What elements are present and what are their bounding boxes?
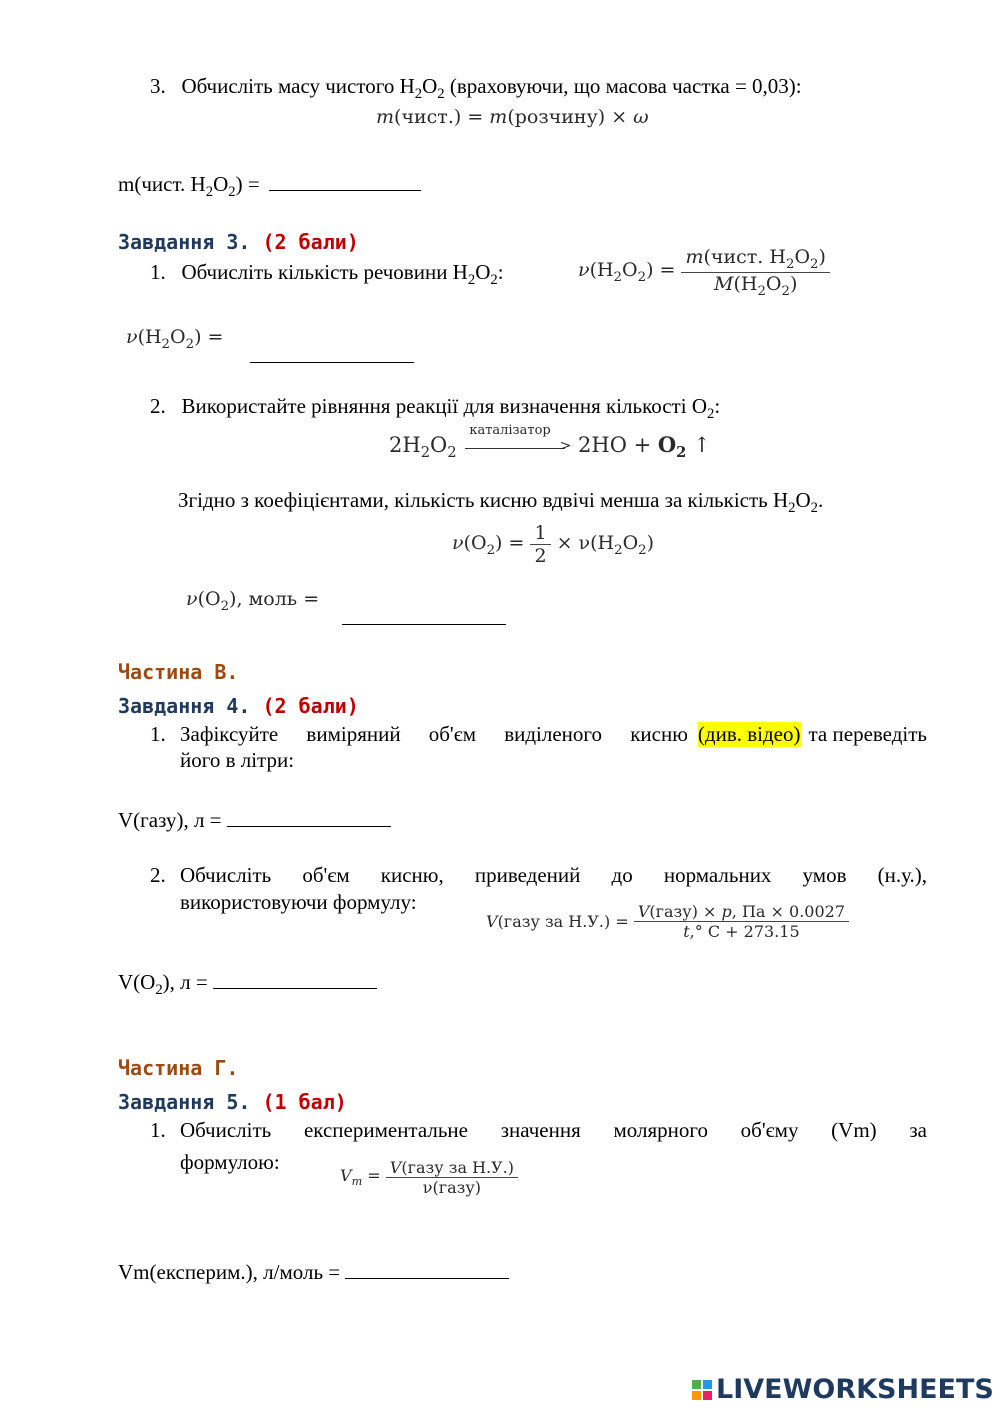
formula-var: V <box>389 1158 402 1177</box>
task3-heading <box>118 230 359 254</box>
formula-num-end: ) <box>818 246 826 268</box>
formula-var: V <box>637 902 650 921</box>
reaction-right-rest: O + <box>609 433 658 457</box>
reaction-o2: O <box>657 432 677 457</box>
formula-num-end: , Па × 0.0027 <box>731 902 845 921</box>
fraction: $\frac{m(чист. H_2O_2)}{M(H_2O_2)}$ <box>681 246 829 299</box>
task3-item1: 1. Обчисліть кількість речовини $H_2O_2$: <box>150 260 504 289</box>
task4-item2-number: 2. <box>150 863 166 887</box>
arrow-up-icon: ↑ <box>693 433 711 457</box>
item-text-end: (враховуючи, що масова частка = 0,03): <box>444 74 802 98</box>
word: кисню <box>630 722 688 746</box>
liveworksheets-logo <box>692 1374 994 1405</box>
answer-label-end: ), моль = <box>229 588 320 610</box>
o2-formula: $\nu(O_2)$ = $\frac{1}{2}$ × $\nu(H_2O_2)$ <box>452 522 655 567</box>
formula-lhs-end: ) = <box>495 531 525 554</box>
answer-label: Vm(експерим.), л/моль = <box>118 1260 341 1284</box>
item-text-end: : <box>497 260 504 284</box>
part-v-heading: Частина В. <box>118 660 239 684</box>
formula-den-rest: ,° C + 273.15 <box>689 922 800 941</box>
subscript: 2 <box>447 444 457 462</box>
item-text: Використайте рівняння реакції для визначення кількості O <box>181 394 707 418</box>
equals: = <box>367 1166 381 1186</box>
mass-formula <box>376 106 649 128</box>
formula-var: V <box>340 1166 352 1186</box>
task-title: Завдання 3. <box>118 230 251 254</box>
answer-label: m(чист. H <box>118 172 206 196</box>
logo-text: LIVEWORKSHEETS <box>716 1374 994 1405</box>
subscript: 2 <box>788 500 796 517</box>
video-link[interactable]: (див. відео) <box>697 722 801 746</box>
task-points: (1 бал) <box>262 1090 347 1114</box>
formula-num-rest: (газу) × <box>649 902 722 921</box>
task4-item1-number: 1. <box>150 722 166 746</box>
formula-den: ν(газу) <box>386 1177 518 1197</box>
subscript: 2 <box>706 406 715 423</box>
answer-label: V(газу), л = <box>118 808 222 832</box>
coef-end: . <box>818 488 824 512</box>
subscript: 2 <box>490 272 498 289</box>
formula-rhs-end: ) <box>646 531 655 554</box>
answer-label-end: ) = <box>194 326 224 348</box>
task4-item1-line2: його в літри: <box>180 748 295 772</box>
task3-formula: $\nu(H_2O_2)$ = $\frac{m(чист. H_2O_2)}{M(H_2O_2)}$ <box>578 246 830 299</box>
formula-arg: (розчину) × <box>507 106 634 128</box>
reaction-right: 2H <box>578 433 610 457</box>
ntp-formula <box>486 902 849 941</box>
mass-answer-field[interactable] <box>269 172 421 191</box>
task3-answer2-field[interactable] <box>342 606 506 625</box>
task3-item2 <box>150 394 720 423</box>
subscript: 2 <box>155 982 163 999</box>
task5-item1-line1: Обчисліть експериментальне значення молярного об'єму (Vm) за <box>180 1118 927 1142</box>
formula-lhs-rest: (газу за Н.У.) = <box>497 912 629 931</box>
task3-answer1-label: $\nu(H_2O_2)$ = <box>126 326 224 352</box>
coef-text: Згідно з коефіцієнтами, кількість кисню вдвічі менша за кількість $H_2O_2$. <box>178 488 824 517</box>
fraction <box>530 522 550 567</box>
answer-label-end: ), л = <box>162 970 208 994</box>
task3-answer1-field[interactable] <box>250 344 414 363</box>
subscript: 2 <box>220 598 230 614</box>
task-title: Завдання 5. <box>118 1090 251 1114</box>
subscript: m <box>351 1175 363 1189</box>
item-text: Обчисліть кількість речовини H <box>181 260 468 284</box>
task4-answer1-field[interactable] <box>227 808 391 827</box>
task4-heading <box>118 694 359 718</box>
subscript: 2 <box>486 542 496 558</box>
list-item-3: 3. Обчисліть масу чистого $H_2O_2$ (враховуючи, що масова частка = 0,03): <box>150 74 802 103</box>
subscript: 2 <box>785 256 795 272</box>
task4-item1-line1 <box>180 722 927 747</box>
answer-label: V(O <box>118 970 156 994</box>
task5-item1-line2: формулою: <box>180 1150 280 1174</box>
task4-answer2-field[interactable] <box>213 970 377 989</box>
answer-label-end: ) = <box>235 172 260 196</box>
task5-heading <box>118 1090 347 1114</box>
formula-var: ω <box>633 106 649 128</box>
task-points: (2 бали) <box>262 230 359 254</box>
subscript: 2 <box>781 283 790 299</box>
subscript: 2 <box>757 283 766 299</box>
task-title: Завдання 4. <box>118 694 251 718</box>
subscript: 2 <box>185 336 195 352</box>
subscript: 2 <box>205 184 214 201</box>
subscript: 2 <box>810 500 819 517</box>
subscript: 2 <box>614 542 623 558</box>
reaction-equation: $2H_2O_2$ каталізатор > $2HO + O_2$ ↑ <box>389 422 711 462</box>
reaction-left: 2H <box>389 433 421 457</box>
word: виділеного <box>504 722 603 746</box>
vm-formula <box>340 1158 518 1197</box>
fraction-den: 2 <box>530 544 550 567</box>
task3-answer2-label: $\nu(O_2)$, моль = <box>186 588 320 614</box>
item-text-after: та переведіть <box>808 722 927 746</box>
logo-icon <box>692 1380 712 1400</box>
item-text: Обчисліть масу чистого H <box>181 74 415 98</box>
mass-answer-row: m(чист. $H_2O_2$) = <box>118 172 421 201</box>
word: виміряний <box>306 722 401 746</box>
formula-num-rest: (газу за Н.У.) <box>401 1158 514 1177</box>
task5-answer-row <box>118 1260 509 1285</box>
task4-item2-line1: Обчисліть об'єм кисню, приведений до нормальних умов (н.у.), <box>180 863 927 887</box>
subscript: 2 <box>467 272 476 289</box>
catalyst-label: каталізатор <box>469 422 551 438</box>
subscript: 2 <box>161 336 171 352</box>
part-g-heading: Частина Г. <box>118 1056 239 1080</box>
formula-var: m <box>376 106 395 128</box>
formula-var: V <box>486 912 498 931</box>
formula-arg: (чист.) = <box>394 106 490 128</box>
item-number: 2. <box>150 394 166 418</box>
fraction <box>634 902 849 941</box>
task5-answer-field[interactable] <box>345 1260 509 1279</box>
subscript: 2 <box>613 270 623 286</box>
formula-var: t <box>683 922 690 941</box>
task4-answer1-row <box>118 808 391 833</box>
subscript: 2 <box>676 444 687 462</box>
formula-den-end: ) <box>789 272 798 295</box>
word: Зафіксуйте <box>180 722 279 746</box>
item-text <box>180 722 688 747</box>
catalyst-arrow: каталізатор > <box>463 437 571 457</box>
formula-var: p <box>721 902 732 921</box>
fraction-num: 1 <box>534 522 547 544</box>
task4-item2-line2: використовуючи формулу: <box>180 890 417 914</box>
subscript: 2 <box>437 86 445 103</box>
subscript: 2 <box>638 542 647 558</box>
task4-answer2-row <box>118 970 377 999</box>
item-number: 3. <box>150 74 166 98</box>
subscript: 2 <box>637 270 647 286</box>
item-text-end: : <box>714 394 721 418</box>
task-points: (2 бали) <box>262 694 359 718</box>
formula-lhs-end: ) = <box>646 259 676 282</box>
subscript: 2 <box>810 256 819 272</box>
task5-item1-number: 1. <box>150 1118 166 1142</box>
formula-rhs: × ν(H <box>556 531 615 554</box>
coef-sentence: Згідно з коефіцієнтами, кількість кисню вдвічі менша за кількість H <box>178 488 789 512</box>
item-number: 1. <box>150 260 166 284</box>
subscript: 2 <box>414 86 423 103</box>
subscript: 2 <box>228 184 236 201</box>
word: об'єм <box>428 722 477 746</box>
formula-var: m <box>489 106 508 128</box>
subscript: 2 <box>420 444 431 462</box>
fraction <box>386 1158 518 1197</box>
